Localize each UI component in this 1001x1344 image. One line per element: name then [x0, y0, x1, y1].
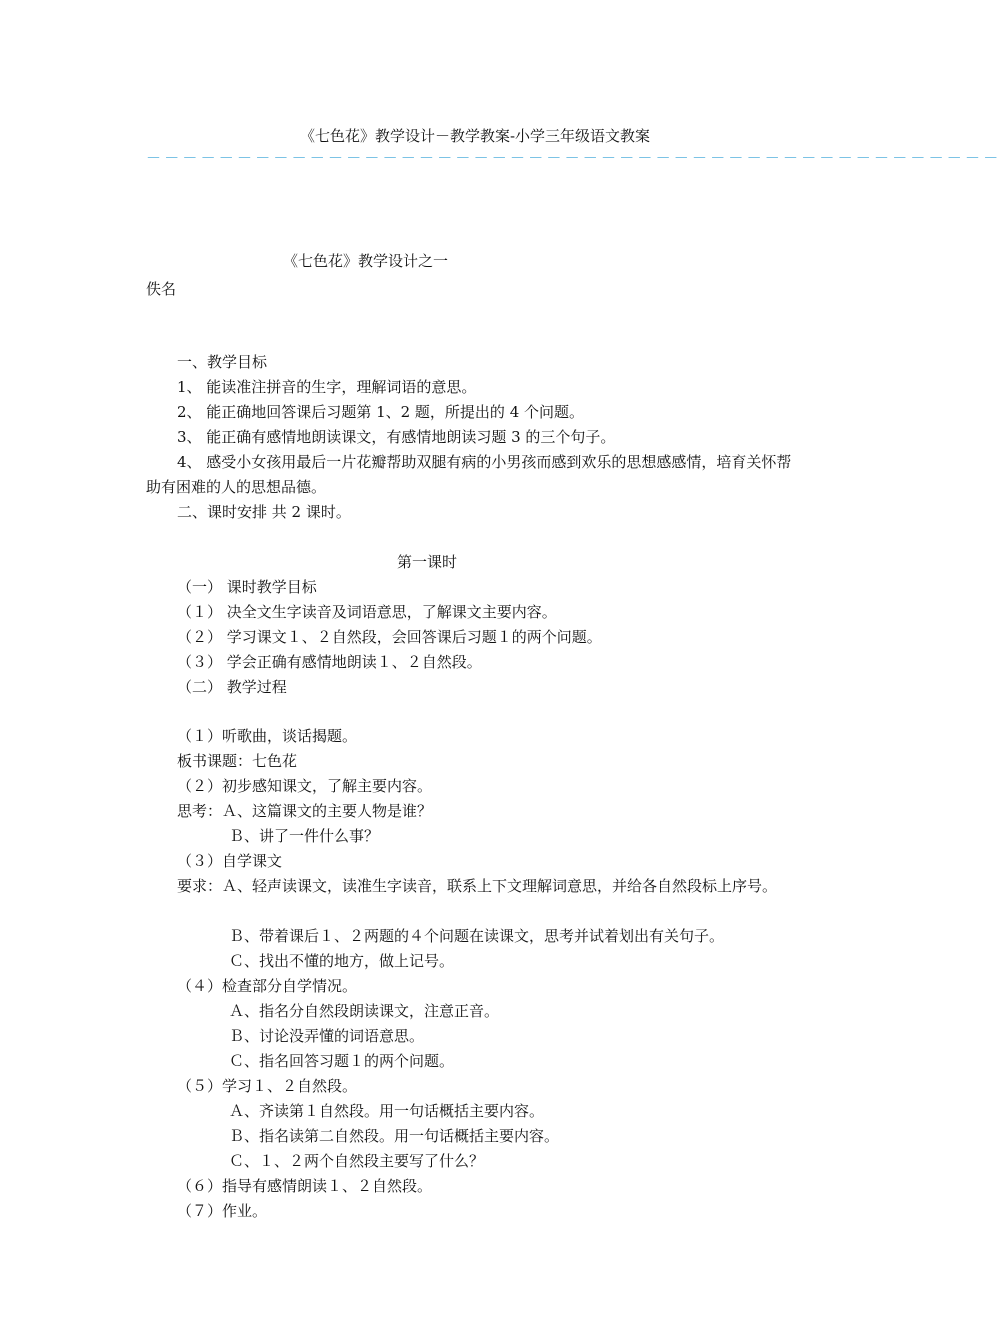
- process-step: （１）听歌曲，谈话揭题。: [177, 727, 358, 745]
- process-step: 思考：Ａ、这篇课文的主要人物是谁？: [177, 802, 433, 820]
- process-step: （５）学习１、２自然段。: [177, 1077, 358, 1095]
- process-step: Ａ、指名分自然段朗读课文，注意正音。: [229, 1002, 500, 1020]
- process-step: （４）检查部分自学情况。: [177, 977, 358, 995]
- process-step: Ｂ、指名读第二自然段。用一句话概括主要内容。: [229, 1127, 560, 1145]
- process-step: 要求：Ａ、轻声读课文，读准生字读音，联系上下文理解词意思，并给各自然段标上序号。: [177, 877, 778, 895]
- objective-item: （２） 学习课文１、２自然段，会回答课后习题１的两个问题。: [177, 628, 602, 646]
- goal-item: 1、 能读准注拼音的生字，理解词语的意思。: [177, 378, 477, 396]
- lesson-title: 第一课时: [397, 553, 458, 571]
- goal-item: 3、 能正确有感情地朗读课文，有感情地朗读习题 3 的三个句子。: [177, 428, 616, 446]
- process-step: （２）初步感知课文，了解主要内容。: [177, 777, 433, 795]
- process-step: Ｂ、讲了一件什么事？: [229, 827, 380, 845]
- process-step: （６）指导有感情朗读１、２自然段。: [177, 1177, 433, 1195]
- section-heading-goals: 一、教学目标: [177, 353, 268, 371]
- article-author: 佚名: [146, 280, 177, 298]
- process-heading: （二） 教学过程: [177, 678, 287, 696]
- process-step: Ｃ、１、２两个自然段主要写了什么？: [229, 1152, 485, 1170]
- process-step: Ａ、齐读第１自然段。用一句话概括主要内容。: [229, 1102, 545, 1120]
- goal-item: 4、 感受小女孩用最后一片花瓣帮助双腿有病的小男孩而感到欢乐的思想感感情，培育关怀帮助有困难的人的思想品德。: [146, 453, 792, 496]
- title-dashed-rule: －－－－－－－－－－－－－－－－－－－－－－－－－－－－－－－－－－－－－－－－－－－－－－－: [146, 149, 1001, 167]
- process-step: Ｃ、指名回答习题１的两个问题。: [229, 1052, 455, 1070]
- process-step: 板书课题：七色花: [177, 752, 298, 770]
- article-subtitle: 《七色花》教学设计之一: [283, 252, 449, 270]
- process-step: Ｂ、讨论没弄懂的词语意思。: [229, 1027, 425, 1045]
- objective-item: （１） 决全文生字读音及词语意思，了解课文主要内容。: [177, 603, 557, 621]
- process-step: （７）作业。: [177, 1202, 268, 1220]
- goal-item: 2、 能正确地回答课后习题第 1、2 题，所提出的 4 个问题。: [177, 403, 585, 421]
- objectives-heading: （一） 课时教学目标: [177, 578, 317, 596]
- process-step: Ｃ、找出不懂的地方，做上记号。: [229, 952, 455, 970]
- document-title: 《七色花》教学设计－教学教案-小学三年级语文教案: [299, 127, 651, 145]
- process-step: （３）自学课文: [177, 852, 283, 870]
- process-step: Ｂ、带着课后１、２两题的４个问题在读课文，思考并试着划出有关句子。: [229, 927, 725, 945]
- objective-item: （３） 学会正确有感情地朗读１、２自然段。: [177, 653, 482, 671]
- section-heading-schedule: 二、课时安排 共 2 课时。: [177, 503, 351, 521]
